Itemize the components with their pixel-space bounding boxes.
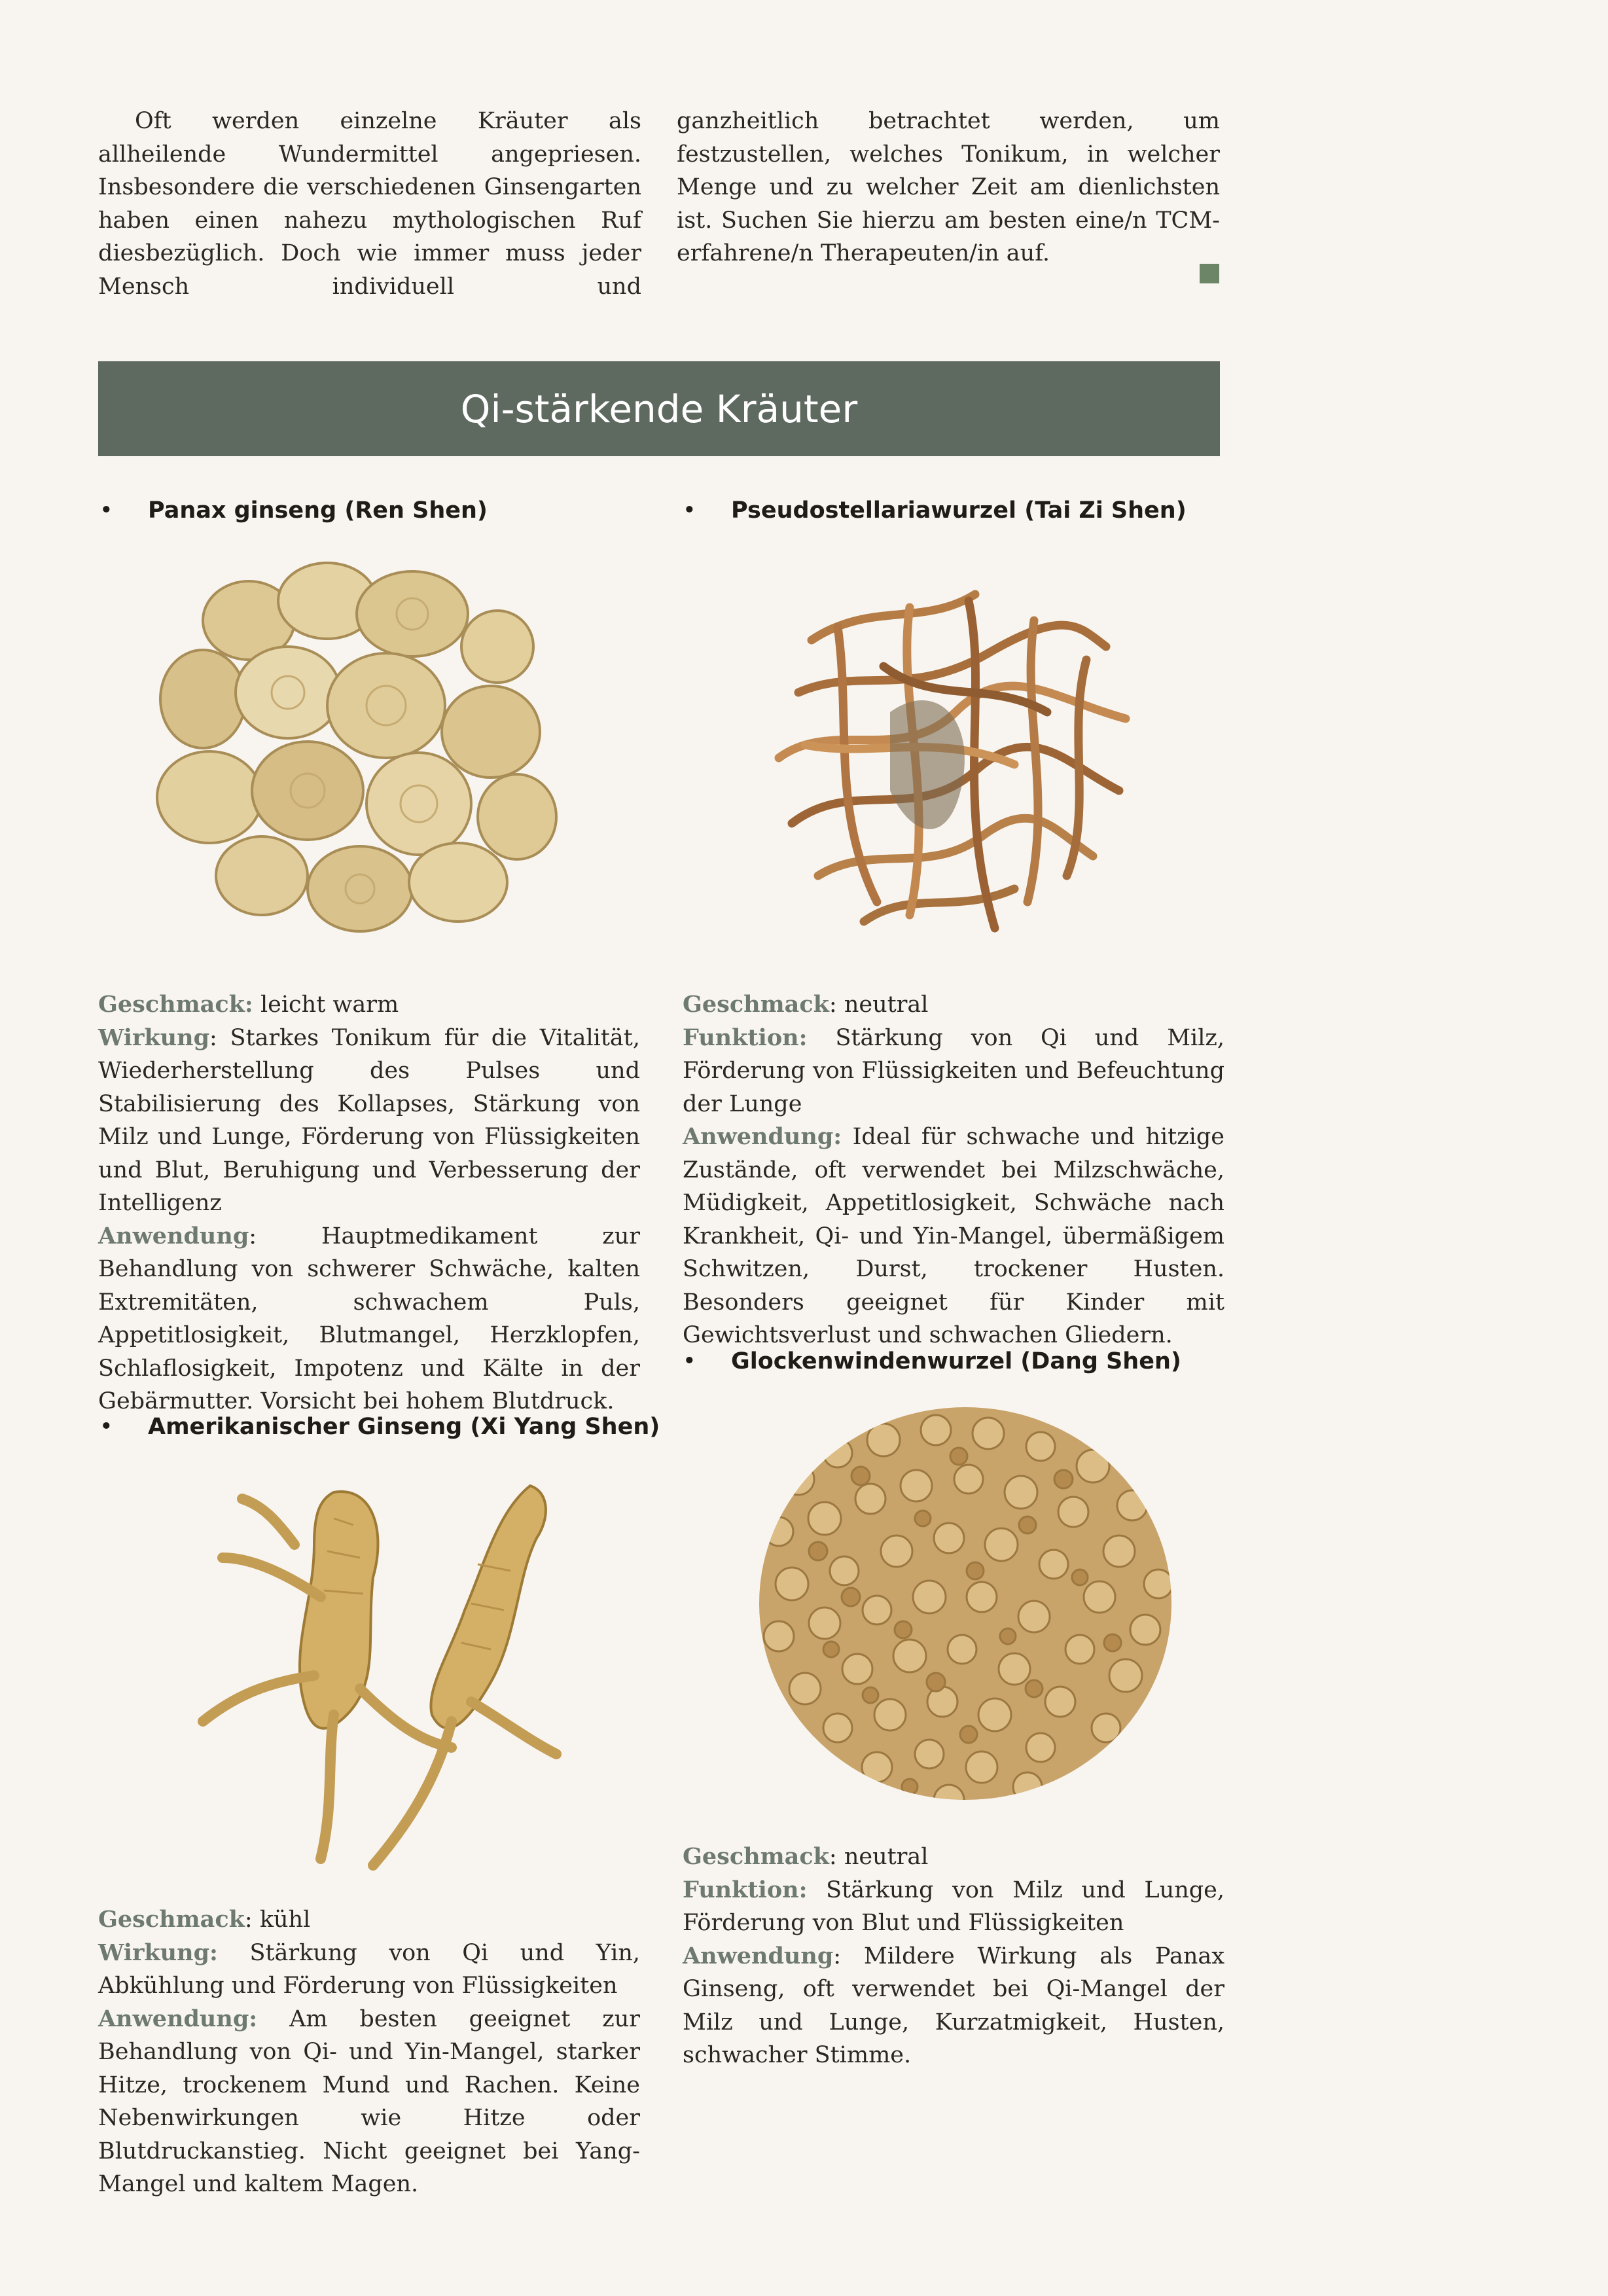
- herb-title-text: Pseudostellariawurzel (Tai Zi Shen): [731, 497, 1187, 524]
- herb-title-text: Amerikanischer Ginseng (Xi Yang Shen): [148, 1414, 660, 1440]
- usage-text: Am besten geeignet zur Behandlung von Qi- und Yin-Mangel, starker Hitze, trockenem Mund und Rachen. Keine Nebenwirkungen wie Hitze oder Blutdruckanstieg. Nicht geeignet bei Yang-Mangel und kaltem Magen.: [98, 2005, 640, 2197]
- taste-text: : kühl: [244, 1907, 311, 1933]
- effect-text: : Starkes Tonikum für die Vitalität, Wiederherstellung des Pulses und Stabilisierung des Kollapses, Stärkung von Milz und Lunge, Förderung von Flüssigkeiten und Blut, Beruhigung und Verbesserung der Intelligenz: [98, 1024, 640, 1216]
- taste-label: Geschmack: [98, 1906, 245, 1933]
- usage-label: Anwendung: [683, 1942, 834, 1969]
- usage-text: : Hauptmedikament zur Behandlung von schwerer Schwäche, kalten Extremitäten, schwachem Puls, Appetitlosigkeit, Blutmangel, Herzklopfen, Schlaflosigkeit, Impotenz und Kälte in der Gebärmutter. Vorsicht bei hohem Blutdruck.: [98, 1223, 640, 1414]
- effect-line: [98, 1937, 640, 2003]
- effect-text: Stärkung von Qi und Yin, Abkühlung und Förderung von Flüssigkeiten: [98, 1939, 640, 1999]
- herb-title-tai-zi-shen: [683, 497, 1187, 524]
- usage-text: Ideal für schwache und hitzige Zustände, oft verwendet bei Milzschwäche, Müdigkeit, Appetitlosigkeit, Schwäche nach Krankheit, Qi- und Yin-Mangel, übermäßigem Schwitzen, Durst, trockener Husten. Besonders geeignet für Kinder mit Gewichtsverlust und schwachen Gliedern.: [683, 1124, 1224, 1348]
- herb-description-dang-shen: [683, 1840, 1224, 2072]
- effect-label: Wirkung:: [98, 1939, 218, 1966]
- usage-line: [98, 2003, 640, 2201]
- section-title: Qi-stärkende Kräuter: [460, 386, 858, 431]
- codonopsis-root-image: [753, 1401, 1178, 1806]
- usage-label: Anwendung:: [683, 1123, 842, 1150]
- function-label: Funktion:: [683, 1876, 808, 1903]
- herb-title-dang-shen: [683, 1348, 1181, 1374]
- herb-title-ren-shen: [99, 497, 488, 524]
- taste-line: [683, 988, 1224, 1022]
- function-line: [683, 1874, 1224, 1940]
- herb-title-text: Panax ginseng (Ren Shen): [148, 497, 488, 524]
- bullet: •: [683, 497, 696, 524]
- taste-label: Geschmack: [683, 991, 829, 1018]
- intro-paragraph-left: Oft werden einzelne Kräuter als allheilende Wundermittel angepriesen. Insbesondere die verschiedenen Ginsengarten haben einen nahezu mythologischen Ruf diesbezüglich. Doch wie immer muss jeder Mensch individuell und: [98, 108, 641, 300]
- taste-text: : neutral: [829, 1844, 929, 1870]
- function-text: Stärkung von Milz und Lunge, Förderung von Blut und Flüssigkeiten: [683, 1876, 1224, 1936]
- function-label: Funktion:: [683, 1024, 808, 1051]
- function-line: [683, 1022, 1224, 1121]
- effect-line: [98, 1022, 640, 1220]
- herb-description-xi-yang-shen: [98, 1903, 640, 2201]
- herb-title-text: Glockenwindenwurzel (Dang Shen): [731, 1348, 1181, 1374]
- taste-line: [98, 988, 640, 1022]
- bullet: •: [683, 1348, 696, 1374]
- taste-text: leicht warm: [253, 992, 399, 1018]
- intro-paragraph-right: ganzheitlich betrachtet werden, um festzustellen, welches Tonikum, in welcher Menge und zu welcher Zeit am dienlichsten ist. Suchen Sie hierzu am besten eine/n TCM-erfahrene/n Therapeuten/in auf.: [677, 108, 1220, 266]
- taste-line: [683, 1840, 1224, 1874]
- usage-label: Anwendung: [98, 1222, 249, 1249]
- bullet: •: [99, 1414, 113, 1440]
- taste-label: Geschmack:: [98, 991, 253, 1018]
- usage-line: [98, 1220, 640, 1418]
- usage-line: [683, 1121, 1224, 1352]
- usage-label: Anwendung:: [98, 2005, 258, 2032]
- herb-description-ren-shen: [98, 988, 640, 1418]
- american-ginseng-root-image: [164, 1466, 569, 1878]
- effect-label: Wirkung: [98, 1024, 210, 1051]
- herb-title-xi-yang-shen: [99, 1414, 660, 1440]
- taste-line: [98, 1903, 640, 1937]
- section-banner: [98, 361, 1220, 456]
- function-text: Stärkung von Qi und Milz, Förderung von Flüssigkeiten und Befeuchtung der Lunge: [683, 1024, 1224, 1117]
- herb-description-tai-zi-shen: [683, 988, 1224, 1352]
- usage-text: : Mildere Wirkung als Panax Ginseng, oft verwendet bei Qi-Mangel der Milz und Lunge, Kurzatmigkeit, Husten, schwacher Stimme.: [683, 1943, 1224, 2068]
- bullet: •: [99, 497, 113, 524]
- usage-line: [683, 1940, 1224, 2072]
- taste-label: Geschmack: [683, 1843, 829, 1870]
- article-end-mark: [1200, 264, 1219, 283]
- taste-text: : neutral: [829, 992, 929, 1018]
- sliced-ginseng-root-image: [151, 548, 582, 954]
- pseudostellaria-root-image: [740, 548, 1158, 974]
